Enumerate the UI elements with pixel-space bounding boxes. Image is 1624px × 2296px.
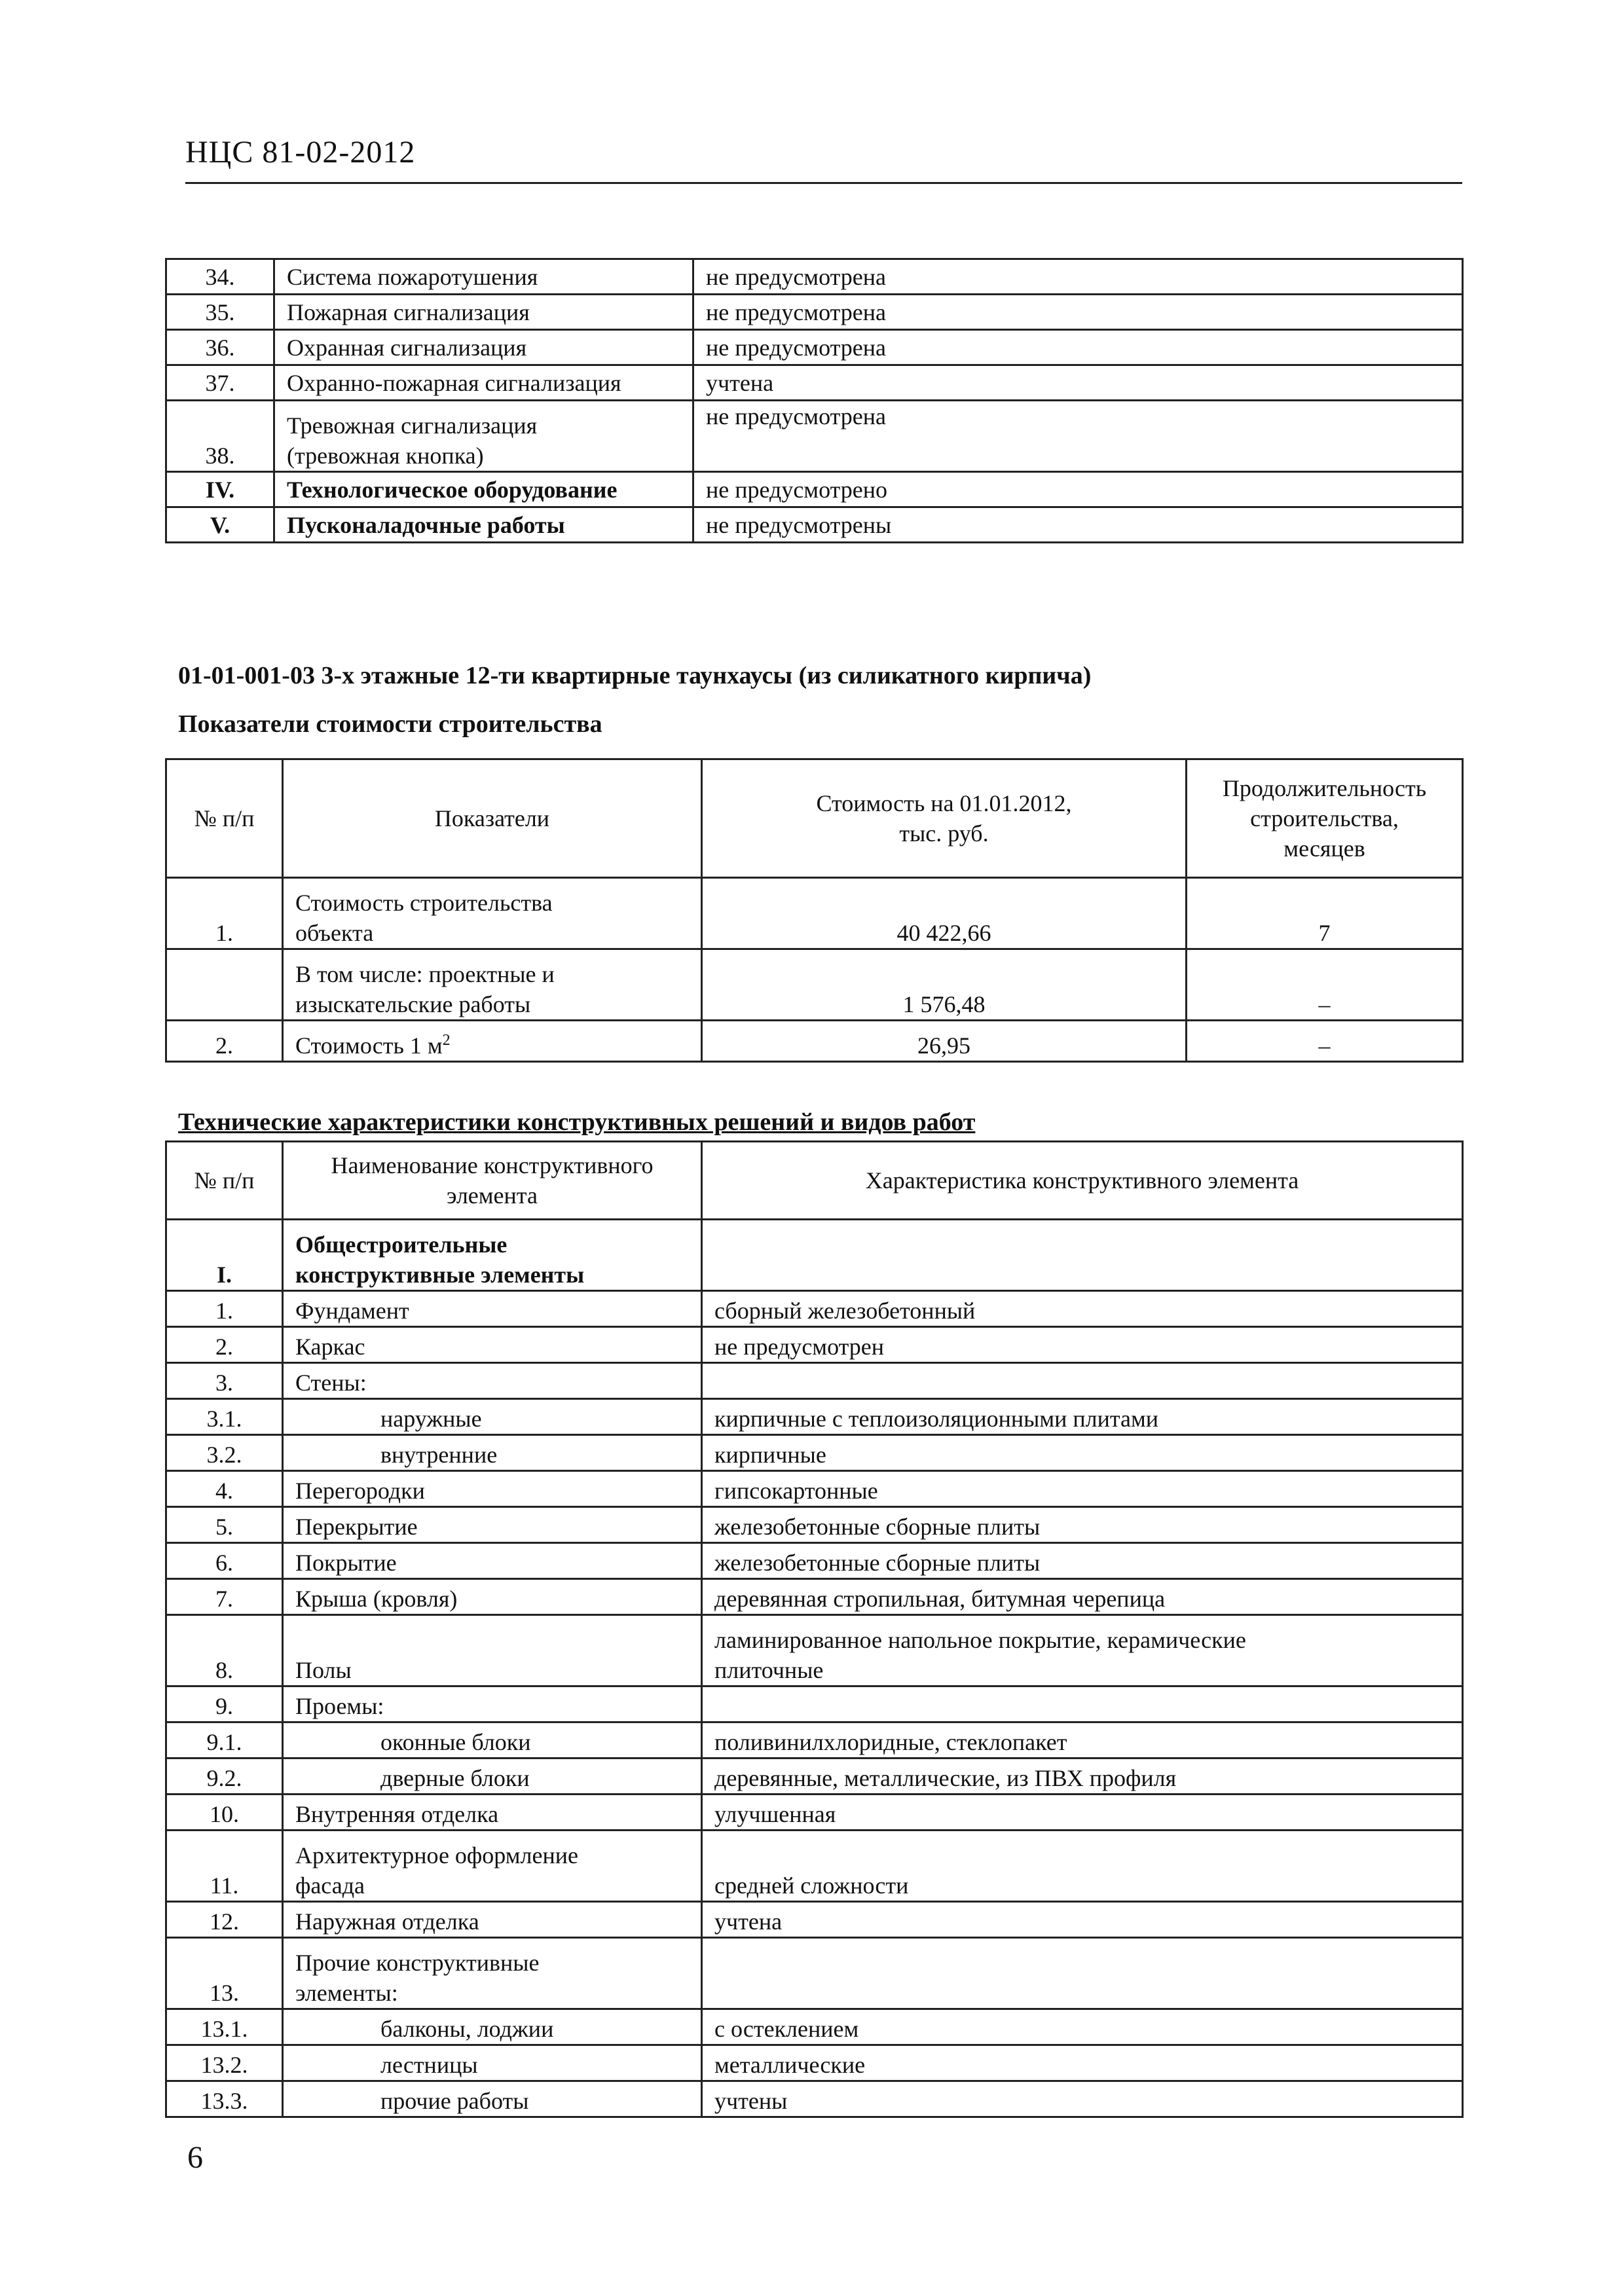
row-value: не предусмотрены bbox=[693, 507, 1463, 543]
table-row bbox=[166, 330, 1463, 365]
tech-section-title: Технические характеристики конструктивных решений и видов работ bbox=[178, 1108, 976, 1136]
row-element-name bbox=[283, 1831, 702, 1902]
header-name-line: элемента bbox=[447, 1182, 538, 1209]
table-row bbox=[166, 2009, 1463, 2045]
header-num: № п/п bbox=[166, 1142, 283, 1220]
table-row bbox=[166, 1291, 1463, 1327]
section-title: 01-01-001-03 3-х этажные 12-ти квартирные таунхаусы (из силикатного кирпича) bbox=[178, 662, 1092, 689]
row-element-name: прочие работы bbox=[283, 2081, 702, 2117]
row-number: 1. bbox=[166, 878, 283, 949]
row-name bbox=[274, 401, 693, 472]
row-number: 9.2. bbox=[166, 1758, 283, 1795]
superscript: 2 bbox=[442, 1032, 451, 1049]
row-name-line: объекта bbox=[295, 920, 374, 946]
page-number: 6 bbox=[187, 2140, 203, 2175]
row-number: 11. bbox=[166, 1831, 283, 1902]
table-row bbox=[166, 401, 1463, 472]
row-element-name: Каркас bbox=[283, 1327, 702, 1363]
row-cost: 26,95 bbox=[702, 1021, 1187, 1062]
row-name-line: Тревожная сигнализация bbox=[287, 412, 538, 439]
row-characteristic: средней сложности bbox=[702, 1831, 1463, 1902]
row-element-name: Крыша (кровля) bbox=[283, 1579, 702, 1615]
row-name-line: (тревожная кнопка) bbox=[287, 443, 484, 469]
table-row bbox=[166, 2045, 1463, 2081]
row-characteristic: деревянные, металлические, из ПВХ профиля bbox=[702, 1758, 1463, 1795]
header-cost bbox=[702, 759, 1187, 878]
row-number: IV. bbox=[166, 472, 274, 507]
header-element-name bbox=[283, 1142, 702, 1220]
row-element-name: оконные блоки bbox=[283, 1722, 702, 1758]
table-row bbox=[166, 1220, 1463, 1291]
table-row bbox=[166, 2081, 1463, 2117]
row-name: Охранная сигнализация bbox=[274, 330, 693, 365]
row-characteristic bbox=[702, 1363, 1463, 1399]
row-element-name: Покрытие bbox=[283, 1543, 702, 1579]
row-characteristic: кирпичные bbox=[702, 1435, 1463, 1471]
table-row bbox=[166, 1507, 1463, 1543]
row-characteristic: с остеклением bbox=[702, 2009, 1463, 2045]
row-name: Охранно-пожарная сигнализация bbox=[274, 365, 693, 401]
table-row bbox=[166, 1758, 1463, 1795]
table-row bbox=[166, 259, 1463, 295]
row-number: 36. bbox=[166, 330, 274, 365]
row-element-name: Перекрытие bbox=[283, 1507, 702, 1543]
row-characteristic: сборный железобетонный bbox=[702, 1291, 1463, 1327]
row-number: 3.2. bbox=[166, 1435, 283, 1471]
row-number: 13.2. bbox=[166, 2045, 283, 2081]
row-value: не предусмотрена bbox=[693, 259, 1463, 295]
row-number: 9. bbox=[166, 1686, 283, 1722]
row-element-name: балконы, лоджии bbox=[283, 2009, 702, 2045]
row-characteristic bbox=[702, 1615, 1463, 1686]
row-characteristic: учтены bbox=[702, 2081, 1463, 2117]
row-number: 5. bbox=[166, 1507, 283, 1543]
table-row bbox=[166, 1902, 1463, 1938]
row-value: не предусмотрено bbox=[693, 472, 1463, 507]
header-indicators: Показатели bbox=[283, 759, 702, 878]
table-row bbox=[166, 1938, 1463, 2009]
row-name: Технологическое оборудование bbox=[274, 472, 693, 507]
row-number: 6. bbox=[166, 1543, 283, 1579]
table-row bbox=[166, 1399, 1463, 1435]
table-row bbox=[166, 1435, 1463, 1471]
row-number: 38. bbox=[166, 401, 274, 472]
row-number: 3. bbox=[166, 1363, 283, 1399]
row-value: не предусмотрена bbox=[693, 330, 1463, 365]
row-element-name: Внутренняя отделка bbox=[283, 1795, 702, 1831]
row-element-name bbox=[283, 1220, 702, 1291]
table-row bbox=[166, 1795, 1463, 1831]
header-duration bbox=[1187, 759, 1463, 878]
row-value: не предусмотрена bbox=[693, 401, 1463, 472]
row-duration: – bbox=[1187, 1021, 1463, 1062]
section-subtitle: Показатели стоимости строительства bbox=[178, 710, 602, 738]
header-duration-line: строительства, bbox=[1250, 805, 1399, 831]
row-name: Пожарная сигнализация bbox=[274, 295, 693, 330]
row-name: Пусконаладочные работы bbox=[274, 507, 693, 543]
row-element-name: наружные bbox=[283, 1399, 702, 1435]
row-characteristic: гипсокартонные bbox=[702, 1471, 1463, 1507]
row-number: 7. bbox=[166, 1579, 283, 1615]
table-row bbox=[166, 507, 1463, 543]
row-name-line: элементы: bbox=[295, 1980, 398, 2006]
row-element-name: Стены: bbox=[283, 1363, 702, 1399]
row-characteristic: не предусмотрен bbox=[702, 1327, 1463, 1363]
table-header-row bbox=[166, 1142, 1463, 1220]
row-number: 35. bbox=[166, 295, 274, 330]
row-number: 2. bbox=[166, 1327, 283, 1363]
row-number: 12. bbox=[166, 1902, 283, 1938]
header-num: № п/п bbox=[166, 759, 283, 878]
table-row bbox=[166, 1722, 1463, 1758]
row-element-name: Полы bbox=[283, 1615, 702, 1686]
row-value: учтена bbox=[693, 365, 1463, 401]
row-element-name: Проемы: bbox=[283, 1686, 702, 1722]
row-element-name: лестницы bbox=[283, 2045, 702, 2081]
row-characteristic-line: ламинированное напольное покрытие, керамические bbox=[714, 1627, 1246, 1653]
table-row bbox=[166, 1686, 1463, 1722]
header-rule bbox=[185, 182, 1462, 184]
row-name bbox=[283, 878, 702, 949]
row-duration: 7 bbox=[1187, 878, 1463, 949]
row-characteristic: улучшенная bbox=[702, 1795, 1463, 1831]
document-code: НЦС 81-02-2012 bbox=[185, 135, 416, 170]
row-number: 37. bbox=[166, 365, 274, 401]
table-row bbox=[166, 1615, 1463, 1686]
table-row bbox=[166, 1021, 1463, 1062]
row-characteristic: учтена bbox=[702, 1902, 1463, 1938]
table-row bbox=[166, 1327, 1463, 1363]
cost-indicators-table bbox=[165, 758, 1464, 1063]
row-characteristic: железобетонные сборные плиты bbox=[702, 1543, 1463, 1579]
row-element-name: Перегородки bbox=[283, 1471, 702, 1507]
table-row bbox=[166, 949, 1463, 1021]
row-number: 13.3. bbox=[166, 2081, 283, 2117]
row-characteristic: железобетонные сборные плиты bbox=[702, 1507, 1463, 1543]
row-duration: – bbox=[1187, 949, 1463, 1021]
row-element-name: Наружная отделка bbox=[283, 1902, 702, 1938]
table-row bbox=[166, 1471, 1463, 1507]
row-name bbox=[283, 949, 702, 1021]
row-name: Система пожаротушения bbox=[274, 259, 693, 295]
row-number: 13.1. bbox=[166, 2009, 283, 2045]
row-characteristic: деревянная стропильная, битумная черепица bbox=[702, 1579, 1463, 1615]
table-row bbox=[166, 295, 1463, 330]
row-number: V. bbox=[166, 507, 274, 543]
row-number: 10. bbox=[166, 1795, 283, 1831]
row-number: 3.1. bbox=[166, 1399, 283, 1435]
row-name-line: Общестроительные bbox=[295, 1231, 507, 1258]
header-duration-line: месяцев bbox=[1283, 835, 1365, 862]
row-name-line: Архитектурное оформление bbox=[295, 1842, 578, 1868]
row-element-name: дверные блоки bbox=[283, 1758, 702, 1795]
row-number: 8. bbox=[166, 1615, 283, 1686]
table-header-row bbox=[166, 759, 1463, 878]
row-characteristic-line: плиточные bbox=[714, 1657, 824, 1683]
row-name bbox=[283, 1021, 702, 1062]
row-number: 4. bbox=[166, 1471, 283, 1507]
row-characteristic bbox=[702, 1220, 1463, 1291]
row-name-text: Стоимость 1 м bbox=[295, 1032, 443, 1059]
row-number: 9.1. bbox=[166, 1722, 283, 1758]
row-number: 1. bbox=[166, 1291, 283, 1327]
table-row bbox=[166, 878, 1463, 949]
row-element-name bbox=[283, 1938, 702, 2009]
row-name-line: фасада bbox=[295, 1872, 365, 1899]
row-number: 13. bbox=[166, 1938, 283, 2009]
row-characteristic bbox=[702, 1686, 1463, 1722]
systems-table bbox=[165, 258, 1464, 543]
row-cost: 1 576,48 bbox=[702, 949, 1187, 1021]
row-name-line: Прочие конструктивные bbox=[295, 1950, 540, 1976]
row-characteristic: кирпичные с теплоизоляционными плитами bbox=[702, 1399, 1463, 1435]
row-number: 34. bbox=[166, 259, 274, 295]
row-element-name: внутренние bbox=[283, 1435, 702, 1471]
table-row bbox=[166, 1831, 1463, 1902]
row-number: 2. bbox=[166, 1021, 283, 1062]
header-duration-line: Продолжительность bbox=[1222, 775, 1427, 801]
header-cost-line: тыс. руб. bbox=[899, 820, 989, 847]
table-row bbox=[166, 365, 1463, 401]
table-row bbox=[166, 472, 1463, 507]
row-value: не предусмотрена bbox=[693, 295, 1463, 330]
row-name-line: В том числе: проектные и bbox=[295, 961, 555, 987]
row-cost: 40 422,66 bbox=[702, 878, 1187, 949]
table-row bbox=[166, 1579, 1463, 1615]
header-cost-line: Стоимость на 01.01.2012, bbox=[816, 790, 1072, 816]
row-name-line: конструктивные элементы bbox=[295, 1262, 585, 1288]
row-number: I. bbox=[166, 1220, 283, 1291]
tech-characteristics-table bbox=[165, 1140, 1464, 2118]
row-name-line: изыскательские работы bbox=[295, 991, 531, 1017]
row-element-name: Фундамент bbox=[283, 1291, 702, 1327]
header-characteristic: Характеристика конструктивного элемента bbox=[702, 1142, 1463, 1220]
row-characteristic: металлические bbox=[702, 2045, 1463, 2081]
row-number bbox=[166, 949, 283, 1021]
row-characteristic bbox=[702, 1938, 1463, 2009]
table-row bbox=[166, 1363, 1463, 1399]
row-characteristic: поливинилхлоридные, стеклопакет bbox=[702, 1722, 1463, 1758]
header-name-line: Наименование конструктивного bbox=[331, 1152, 654, 1178]
table-row bbox=[166, 1543, 1463, 1579]
row-name-line: Стоимость строительства bbox=[295, 890, 553, 916]
